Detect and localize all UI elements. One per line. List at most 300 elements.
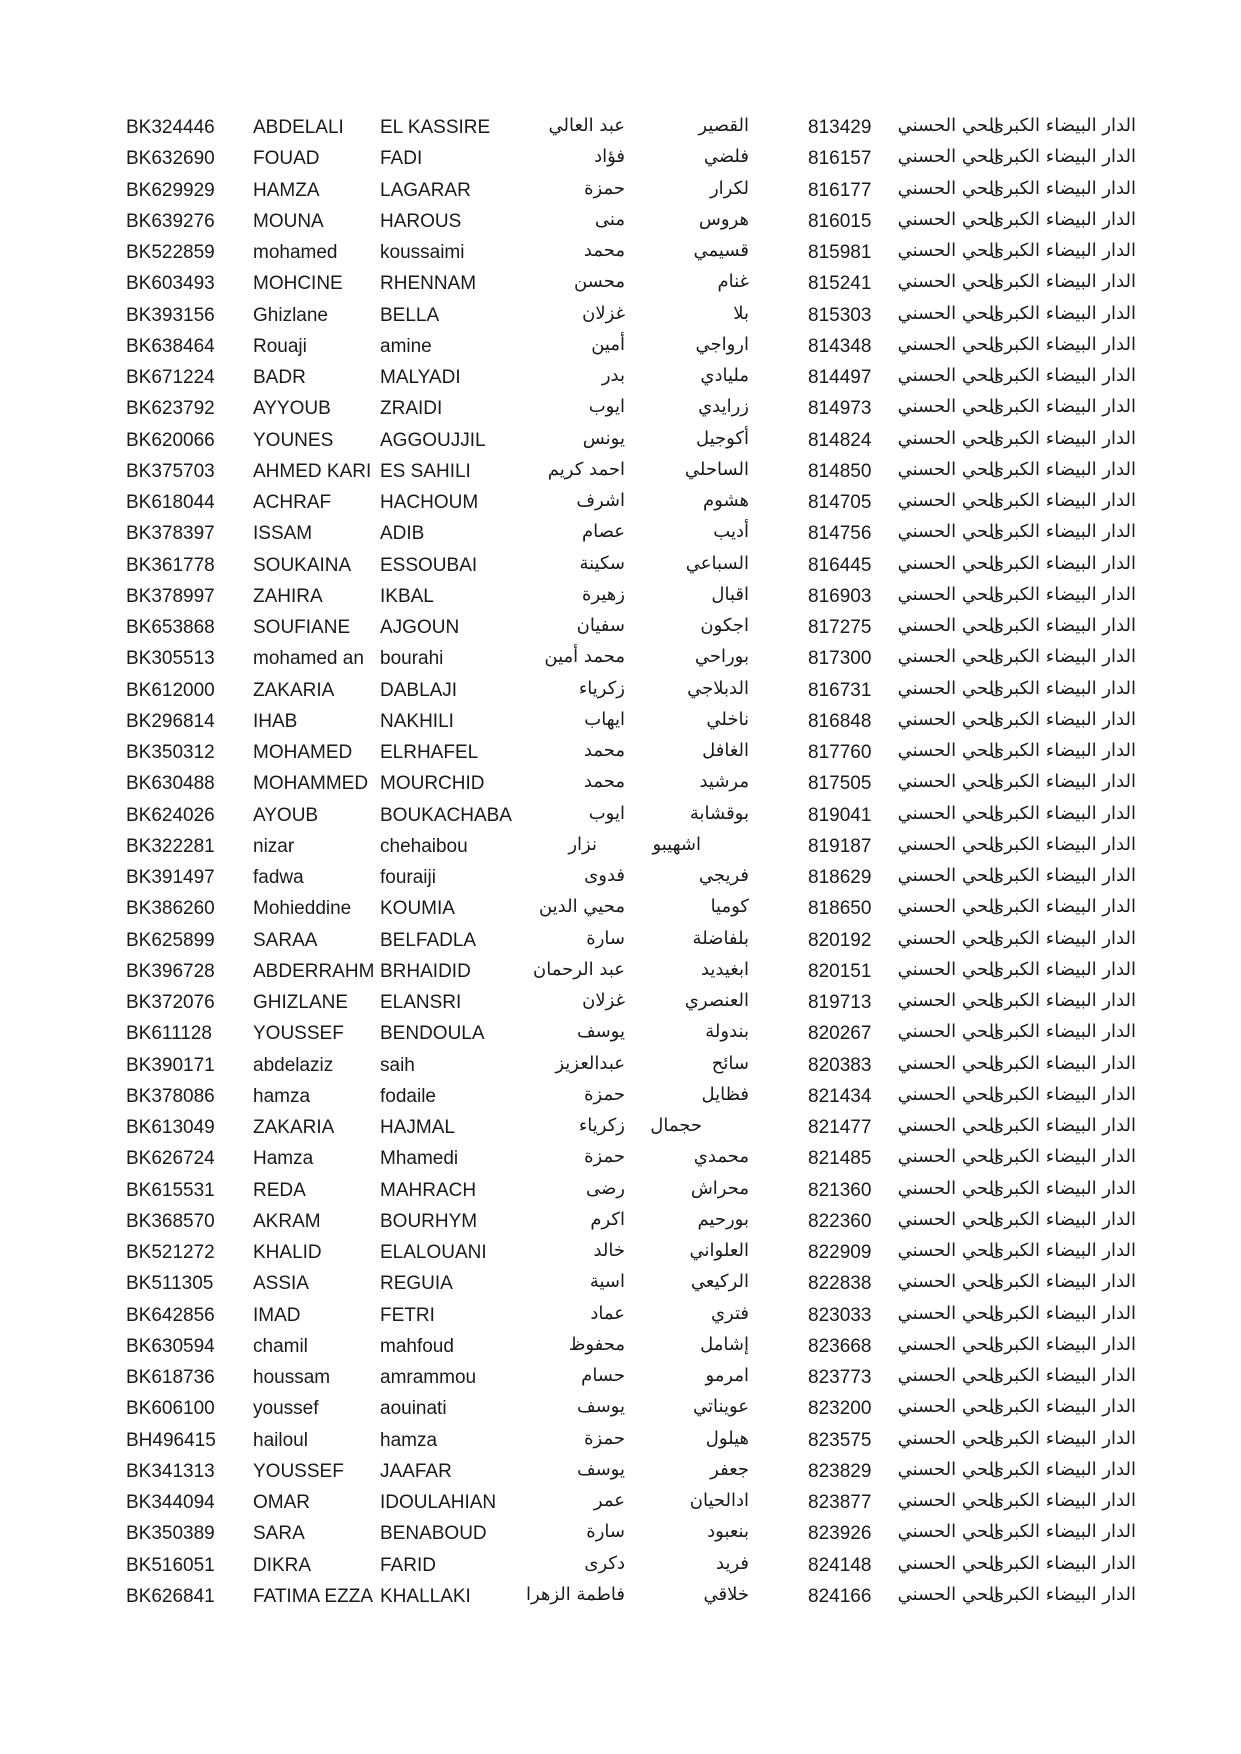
id-cell: BK361778 bbox=[126, 554, 215, 576]
district-cell: الحي الحسني bbox=[897, 1177, 999, 1199]
first-name-cell: DIKRA bbox=[253, 1554, 312, 1576]
region-cell: الدار البيضاء الكبرى bbox=[990, 990, 1136, 1011]
first-name-arabic-cell: يوسف bbox=[576, 1021, 625, 1043]
last-name-cell: koussaimi bbox=[380, 242, 465, 263]
number-cell: 816731 bbox=[808, 679, 872, 701]
id-cell: BK350312 bbox=[126, 742, 215, 763]
number-cell: 820383 bbox=[808, 1054, 872, 1076]
id-cell: BK629929 bbox=[126, 179, 215, 201]
id-cell: BK390171 bbox=[126, 1054, 215, 1076]
last-name-arabic-cell: محراش bbox=[690, 1177, 749, 1199]
region-cell: الدار البيضاء الكبرى bbox=[990, 1083, 1136, 1105]
last-name-arabic-cell: غنام bbox=[717, 271, 749, 293]
district-cell: الحي الحسني bbox=[897, 396, 999, 418]
id-cell: BK625899 bbox=[126, 929, 215, 951]
last-name-arabic-cell: سائح bbox=[711, 1052, 749, 1074]
district-cell: الحي الحسني bbox=[897, 740, 999, 761]
first-name-arabic-cell: فاطمة الزهرا bbox=[525, 1583, 625, 1605]
region-cell: الدار البيضاء الكبرى bbox=[990, 115, 1136, 136]
last-name-cell: ELRHAFEL bbox=[380, 742, 479, 763]
last-name-cell: BOURHYM bbox=[380, 1210, 478, 1232]
last-name-arabic-cell: زرايدي bbox=[698, 396, 749, 418]
last-name-arabic-cell: ادالحيان bbox=[689, 1490, 749, 1511]
table-row bbox=[0, 1143, 1241, 1174]
number-cell: 821434 bbox=[808, 1085, 872, 1107]
first-name-arabic-cell: سارة bbox=[586, 1521, 625, 1543]
district-cell: الحي الحسني bbox=[897, 271, 999, 293]
last-name-arabic-cell: بورحيم bbox=[697, 1208, 749, 1230]
number-cell: 823926 bbox=[808, 1523, 872, 1545]
region-cell: الدار البيضاء الكبرى bbox=[990, 1396, 1136, 1418]
district-cell: الحي الحسني bbox=[897, 1208, 999, 1230]
district-cell: الحي الحسني bbox=[897, 1271, 999, 1293]
first-name-cell: KHALID bbox=[253, 1242, 322, 1263]
last-name-cell: KOUMIA bbox=[380, 898, 455, 920]
id-cell: BK624026 bbox=[126, 804, 215, 826]
first-name-cell: hamza bbox=[253, 1085, 311, 1107]
table-row bbox=[0, 550, 1241, 581]
last-name-arabic-cell: الساحلي bbox=[684, 458, 749, 480]
first-name-cell: abdelaziz bbox=[253, 1054, 334, 1076]
region-cell: الدار البيضاء الكبرى bbox=[990, 365, 1136, 386]
last-name-arabic-cell: العلواني bbox=[689, 1240, 749, 1261]
first-name-cell: youssef bbox=[253, 1398, 319, 1420]
last-name-cell: AGGOUJJIL bbox=[380, 429, 486, 451]
first-name-cell: SARA bbox=[253, 1523, 305, 1545]
last-name-cell: IKBAL bbox=[380, 585, 434, 607]
first-name-arabic-cell: زكرياء bbox=[578, 1115, 625, 1136]
region-cell: الدار البيضاء الكبرى bbox=[990, 677, 1136, 699]
first-name-arabic-cell: بدر bbox=[601, 365, 625, 386]
first-name-arabic-cell: حمزة bbox=[584, 1427, 625, 1449]
number-cell: 823033 bbox=[808, 1304, 872, 1326]
last-name-arabic-cell: محمدي bbox=[693, 1146, 749, 1168]
first-name-cell: YOUSSEF bbox=[253, 1023, 344, 1045]
number-cell: 813429 bbox=[808, 117, 872, 138]
first-name-arabic-cell: سكينة bbox=[579, 552, 625, 574]
id-cell: BK671224 bbox=[126, 367, 215, 388]
table-row bbox=[0, 1175, 1241, 1206]
first-name-cell: ACHRAF bbox=[253, 492, 332, 513]
id-cell: BK386260 bbox=[126, 898, 215, 920]
number-cell: 824166 bbox=[808, 1585, 872, 1607]
region-cell: الدار البيضاء الكبرى bbox=[990, 1427, 1136, 1449]
table-row bbox=[0, 268, 1241, 299]
table-row bbox=[0, 675, 1241, 706]
last-name-cell: chehaibou bbox=[380, 835, 468, 857]
table-row bbox=[0, 1268, 1241, 1299]
number-cell: 817300 bbox=[808, 648, 872, 670]
region-cell: الدار البيضاء الكبرى bbox=[990, 1521, 1136, 1543]
table-row bbox=[0, 862, 1241, 893]
last-name-cell: amine bbox=[380, 335, 432, 357]
first-name-arabic-cell: محسن bbox=[573, 271, 625, 293]
table-row bbox=[0, 456, 1241, 487]
last-name-arabic-cell: قسيمي bbox=[693, 240, 749, 261]
id-cell: BK378997 bbox=[126, 585, 215, 607]
last-name-cell: ADIB bbox=[380, 523, 425, 545]
table-row bbox=[0, 925, 1241, 956]
last-name-cell: JAAFAR bbox=[380, 1460, 452, 1482]
first-name-cell: nizar bbox=[253, 835, 295, 857]
last-name-cell: KHALLAKI bbox=[380, 1585, 471, 1607]
table-row bbox=[0, 487, 1241, 518]
last-name-cell: DABLAJI bbox=[380, 679, 458, 701]
id-cell: BK324446 bbox=[126, 117, 215, 138]
table-row bbox=[0, 143, 1241, 174]
first-name-arabic-cell: احمد كريم bbox=[547, 458, 625, 480]
last-name-cell: EL KASSIRE bbox=[380, 117, 491, 138]
first-name-arabic-cell: سارة bbox=[586, 927, 625, 949]
region-cell: الدار البيضاء الكبرى bbox=[990, 240, 1136, 261]
first-name-cell: MOHAMMED bbox=[253, 773, 369, 795]
district-cell: الحي الحسني bbox=[897, 1333, 999, 1355]
last-name-cell: fodaile bbox=[380, 1085, 436, 1107]
table-row bbox=[0, 175, 1241, 206]
last-name-arabic-cell: هروس bbox=[698, 208, 749, 230]
table-row bbox=[0, 1362, 1241, 1393]
first-name-arabic-cell: عمر bbox=[593, 1490, 625, 1511]
region-cell: الدار البيضاء الكبرى bbox=[990, 1333, 1136, 1355]
id-cell: BK521272 bbox=[126, 1242, 215, 1263]
id-cell: BK378397 bbox=[126, 523, 215, 545]
district-cell: الحي الحسني bbox=[897, 365, 999, 386]
first-name-cell: Rouaji bbox=[253, 335, 307, 357]
first-name-cell: mohamed an bbox=[253, 648, 364, 670]
first-name-cell: SOUKAINA bbox=[253, 554, 352, 576]
number-cell: 823200 bbox=[808, 1398, 872, 1420]
table-row bbox=[0, 206, 1241, 237]
id-cell: BK613049 bbox=[126, 1117, 215, 1138]
last-name-arabic-cell: ابغيديد bbox=[700, 958, 749, 980]
table-row bbox=[0, 1050, 1241, 1081]
region-cell: الدار البيضاء الكبرى bbox=[990, 740, 1136, 761]
table-row bbox=[0, 425, 1241, 456]
last-name-arabic-cell: اقبال bbox=[711, 583, 749, 605]
first-name-cell: chamil bbox=[253, 1335, 308, 1357]
id-cell: BK391497 bbox=[126, 867, 215, 888]
last-name-cell: ESSOUBAI bbox=[380, 554, 478, 576]
last-name-arabic-cell: جعفر bbox=[710, 1458, 749, 1480]
last-name-arabic-cell: القصير bbox=[698, 115, 749, 136]
last-name-cell: BOUKACHABA bbox=[380, 804, 512, 826]
district-cell: الحي الحسني bbox=[897, 1240, 999, 1261]
first-name-arabic-cell: حسام bbox=[581, 1365, 625, 1386]
first-name-cell: AKRAM bbox=[253, 1210, 321, 1232]
last-name-arabic-cell: إشامل bbox=[700, 1333, 749, 1355]
first-name-cell: REDA bbox=[253, 1179, 306, 1201]
id-cell: BK626841 bbox=[126, 1585, 215, 1607]
first-name-arabic-cell: عبد الرحمان bbox=[533, 958, 625, 980]
district-cell: الحي الحسني bbox=[897, 1021, 999, 1043]
number-cell: 816015 bbox=[808, 210, 872, 232]
number-cell: 815981 bbox=[808, 242, 872, 263]
last-name-arabic-cell: فتري bbox=[710, 1302, 749, 1324]
id-cell: BK638464 bbox=[126, 335, 215, 357]
district-cell: الحي الحسني bbox=[897, 865, 999, 886]
id-cell: BK516051 bbox=[126, 1554, 215, 1576]
last-name-cell: Mhamedi bbox=[380, 1148, 459, 1170]
id-cell: BK511305 bbox=[126, 1273, 214, 1295]
first-name-arabic-cell: غزلان bbox=[582, 990, 625, 1011]
id-cell: BK620066 bbox=[126, 429, 215, 451]
region-cell: الدار البيضاء الكبرى bbox=[990, 1208, 1136, 1230]
first-name-arabic-cell: نزار bbox=[568, 833, 597, 855]
region-cell: الدار البيضاء الكبرى bbox=[990, 1271, 1136, 1293]
last-name-cell: FETRI bbox=[380, 1304, 435, 1326]
last-name-cell: NAKHILI bbox=[380, 710, 454, 732]
first-name-cell: hailoul bbox=[253, 1429, 308, 1451]
first-name-arabic-cell: اشرف bbox=[576, 490, 625, 511]
table-row bbox=[0, 112, 1241, 143]
district-cell: الحي الحسني bbox=[897, 1427, 999, 1449]
first-name-arabic-cell: عبد العالي bbox=[548, 115, 625, 136]
number-cell: 823877 bbox=[808, 1492, 872, 1513]
region-cell: الدار البيضاء الكبرى bbox=[990, 552, 1136, 574]
number-cell: 818629 bbox=[808, 867, 872, 888]
district-cell: الحي الحسني bbox=[897, 1083, 999, 1105]
first-name-arabic-cell: زكرياء bbox=[578, 677, 625, 699]
first-name-cell: AYYOUB bbox=[253, 398, 331, 420]
last-name-arabic-cell: بلا bbox=[733, 302, 749, 324]
first-name-arabic-cell: فؤاد bbox=[594, 146, 625, 168]
id-cell: BH496415 bbox=[126, 1429, 216, 1451]
district-cell: الحي الحسني bbox=[897, 1052, 999, 1074]
district-cell: الحي الحسني bbox=[897, 427, 999, 449]
table-row bbox=[0, 768, 1241, 799]
id-cell: BK344094 bbox=[126, 1492, 215, 1513]
table-row bbox=[0, 300, 1241, 331]
table-row bbox=[0, 1112, 1241, 1143]
id-cell: BK618044 bbox=[126, 492, 215, 513]
number-cell: 820151 bbox=[808, 960, 872, 982]
district-cell: الحي الحسني bbox=[897, 146, 999, 168]
region-cell: الدار البيضاء الكبرى bbox=[990, 1365, 1136, 1386]
number-cell: 815303 bbox=[808, 304, 872, 326]
number-cell: 819041 bbox=[808, 804, 872, 826]
district-cell: الحي الحسني bbox=[897, 927, 999, 949]
table-row bbox=[0, 1331, 1241, 1362]
last-name-cell: MAHRACH bbox=[380, 1179, 477, 1201]
number-cell: 819187 bbox=[808, 835, 872, 857]
district-cell: الحي الحسني bbox=[897, 646, 999, 668]
last-name-arabic-cell: العنصري bbox=[684, 990, 749, 1011]
district-cell: الحي الحسني bbox=[897, 333, 999, 355]
first-name-arabic-cell: حمزة bbox=[584, 177, 625, 199]
district-cell: الحي الحسني bbox=[897, 1552, 999, 1574]
last-name-cell: IDOULAHIAN bbox=[380, 1492, 497, 1513]
region-cell: الدار البيضاء الكبرى bbox=[990, 1115, 1136, 1136]
id-cell: BK606100 bbox=[126, 1398, 215, 1420]
table-row bbox=[0, 956, 1241, 987]
first-name-cell: MOHAMED bbox=[253, 742, 353, 763]
number-cell: 814850 bbox=[808, 460, 872, 482]
id-cell: BK296814 bbox=[126, 710, 215, 732]
district-cell: الحي الحسني bbox=[897, 1302, 999, 1324]
last-name-cell: FADI bbox=[380, 148, 423, 170]
region-cell: الدار البيضاء الكبرى bbox=[990, 427, 1136, 449]
first-name-cell: MOHCINE bbox=[253, 273, 343, 295]
id-cell: BK305513 bbox=[126, 648, 215, 670]
district-cell: الحي الحسني bbox=[897, 552, 999, 574]
region-cell: الدار البيضاء الكبرى bbox=[990, 490, 1136, 511]
first-name-arabic-cell: محفوظ bbox=[568, 1333, 625, 1355]
table-row bbox=[0, 737, 1241, 768]
number-cell: 821477 bbox=[808, 1117, 872, 1138]
region-cell: الدار البيضاء الكبرى bbox=[990, 271, 1136, 293]
table-row bbox=[0, 1300, 1241, 1331]
last-name-arabic-cell: بندولة bbox=[705, 1021, 749, 1043]
number-cell: 816157 bbox=[808, 148, 872, 170]
first-name-arabic-cell: محمد bbox=[583, 240, 625, 261]
first-name-arabic-cell: اكرم bbox=[590, 1208, 625, 1230]
last-name-arabic-cell: امرمو bbox=[705, 1365, 749, 1386]
region-cell: الدار البيضاء الكبرى bbox=[990, 771, 1136, 793]
region-cell: الدار البيضاء الكبرى bbox=[990, 1177, 1136, 1199]
number-cell: 823668 bbox=[808, 1335, 872, 1357]
number-cell: 814973 bbox=[808, 398, 872, 420]
table-row bbox=[0, 1550, 1241, 1581]
first-name-arabic-cell: أمين bbox=[591, 333, 625, 355]
id-cell: BK611128 bbox=[126, 1023, 212, 1045]
last-name-arabic-cell: ناخلي bbox=[706, 708, 749, 730]
first-name-arabic-cell: محمد bbox=[583, 771, 625, 793]
number-cell: 823575 bbox=[808, 1429, 872, 1451]
region-cell: الدار البيضاء الكبرى bbox=[990, 1490, 1136, 1511]
table-row bbox=[0, 612, 1241, 643]
table-row bbox=[0, 1206, 1241, 1237]
region-cell: الدار البيضاء الكبرى bbox=[990, 646, 1136, 668]
first-name-arabic-cell: محمد أمين bbox=[544, 646, 625, 668]
first-name-arabic-cell: دكرى bbox=[584, 1552, 625, 1574]
first-name-cell: houssam bbox=[253, 1367, 331, 1388]
first-name-cell: SOUFIANE bbox=[253, 617, 351, 638]
district-cell: الحي الحسني bbox=[897, 802, 999, 824]
district-cell: الحي الحسني bbox=[897, 1458, 999, 1480]
region-cell: الدار البيضاء الكبرى bbox=[990, 302, 1136, 324]
district-cell: الحي الحسني bbox=[897, 1521, 999, 1543]
last-name-cell: ELANSRI bbox=[380, 992, 462, 1013]
first-name-arabic-cell: زهيرة bbox=[582, 583, 625, 605]
first-name-arabic-cell: ايهاب bbox=[584, 708, 625, 730]
last-name-cell: BENABOUD bbox=[380, 1523, 487, 1545]
last-name-arabic-cell: مليادي bbox=[700, 365, 749, 386]
first-name-arabic-cell: يوسف bbox=[576, 1458, 625, 1480]
first-name-cell: IHAB bbox=[253, 710, 298, 732]
last-name-arabic-cell: الركيعي bbox=[690, 1271, 749, 1293]
last-name-arabic-cell: الدبلاجي bbox=[687, 677, 749, 699]
first-name-arabic-cell: سفيان bbox=[576, 615, 625, 636]
first-name-arabic-cell: محمد bbox=[583, 740, 625, 761]
region-cell: الدار البيضاء الكبرى bbox=[990, 865, 1136, 886]
region-cell: الدار البيضاء الكبرى bbox=[990, 1052, 1136, 1074]
number-cell: 823829 bbox=[808, 1460, 872, 1482]
number-cell: 822838 bbox=[808, 1273, 872, 1295]
last-name-arabic-cell: لكرار bbox=[709, 177, 749, 199]
table-row bbox=[0, 1518, 1241, 1549]
id-cell: BK626724 bbox=[126, 1148, 215, 1170]
last-name-cell: BELFADLA bbox=[380, 929, 477, 951]
first-name-cell: YOUSSEF bbox=[253, 1460, 344, 1482]
number-cell: 817505 bbox=[808, 773, 872, 795]
district-cell: الحي الحسني bbox=[897, 1396, 999, 1418]
region-cell: الدار البيضاء الكبرى bbox=[990, 708, 1136, 730]
table-row bbox=[0, 800, 1241, 831]
first-name-arabic-cell: ايوب bbox=[588, 802, 625, 824]
first-name-arabic-cell: فدوى bbox=[584, 865, 625, 886]
number-cell: 823773 bbox=[808, 1367, 872, 1388]
table-row bbox=[0, 518, 1241, 549]
first-name-cell: fadwa bbox=[253, 867, 304, 888]
region-cell: الدار البيضاء الكبرى bbox=[990, 615, 1136, 636]
last-name-arabic-cell: فريد bbox=[716, 1552, 749, 1574]
region-cell: الدار البيضاء الكبرى bbox=[990, 521, 1136, 543]
table-row bbox=[0, 581, 1241, 612]
spreadsheet-table bbox=[0, 112, 1241, 1612]
last-name-arabic-cell: فظايل bbox=[701, 1083, 749, 1105]
last-name-cell: aouinati bbox=[380, 1398, 447, 1420]
last-name-cell: hamza bbox=[380, 1429, 438, 1451]
last-name-cell: mahfoud bbox=[380, 1335, 454, 1357]
first-name-cell: FATIMA EZZA bbox=[253, 1585, 373, 1607]
id-cell: BK615531 bbox=[126, 1179, 215, 1201]
number-cell: 821360 bbox=[808, 1179, 872, 1201]
first-name-arabic-cell: منى bbox=[594, 208, 625, 230]
last-name-arabic-cell: مرشيد bbox=[699, 771, 749, 793]
number-cell: 822360 bbox=[808, 1210, 872, 1232]
last-name-arabic-cell: كوميا bbox=[710, 896, 749, 918]
district-cell: الحي الحسني bbox=[897, 615, 999, 636]
last-name-cell: HAROUS bbox=[380, 210, 462, 232]
district-cell: الحي الحسني bbox=[897, 677, 999, 699]
first-name-arabic-cell: رضى bbox=[586, 1177, 625, 1199]
id-cell: BK341313 bbox=[126, 1460, 215, 1482]
table-row bbox=[0, 362, 1241, 393]
district-cell: الحي الحسني bbox=[897, 177, 999, 199]
id-cell: BK368570 bbox=[126, 1210, 215, 1232]
district-cell: الحي الحسني bbox=[897, 115, 999, 136]
last-name-cell: bourahi bbox=[380, 648, 444, 670]
id-cell: BK393156 bbox=[126, 304, 215, 326]
number-cell: 817760 bbox=[808, 742, 872, 763]
region-cell: الدار البيضاء الكبرى bbox=[990, 458, 1136, 480]
first-name-cell: ISSAM bbox=[253, 523, 313, 545]
number-cell: 820267 bbox=[808, 1023, 872, 1045]
first-name-cell: BADR bbox=[253, 367, 306, 388]
number-cell: 814348 bbox=[808, 335, 872, 357]
last-name-arabic-cell: بلفاضلة bbox=[692, 927, 749, 949]
region-cell: الدار البيضاء الكبرى bbox=[990, 1458, 1136, 1480]
last-name-arabic-cell: ارواجي bbox=[695, 333, 749, 355]
district-cell: الحي الحسني bbox=[897, 521, 999, 543]
first-name-cell: FOUAD bbox=[253, 148, 320, 170]
number-cell: 816445 bbox=[808, 554, 872, 576]
last-name-cell: HAJMAL bbox=[380, 1117, 455, 1138]
id-cell: BK639276 bbox=[126, 210, 215, 232]
number-cell: 814705 bbox=[808, 492, 872, 513]
district-cell: الحي الحسني bbox=[897, 208, 999, 230]
region-cell: الدار البيضاء الكبرى bbox=[990, 177, 1136, 199]
region-cell: الدار البيضاء الكبرى bbox=[990, 1583, 1136, 1605]
last-name-arabic-cell: السباعي bbox=[685, 552, 749, 574]
last-name-cell: BENDOULA bbox=[380, 1023, 485, 1045]
first-name-cell: ZAKARIA bbox=[253, 679, 335, 701]
last-name-arabic-cell: هيلول bbox=[705, 1427, 749, 1449]
table-row bbox=[0, 831, 1241, 862]
first-name-cell: AHMED KARI bbox=[253, 460, 372, 482]
last-name-cell: saih bbox=[380, 1054, 415, 1076]
id-cell: BK522859 bbox=[126, 242, 215, 263]
